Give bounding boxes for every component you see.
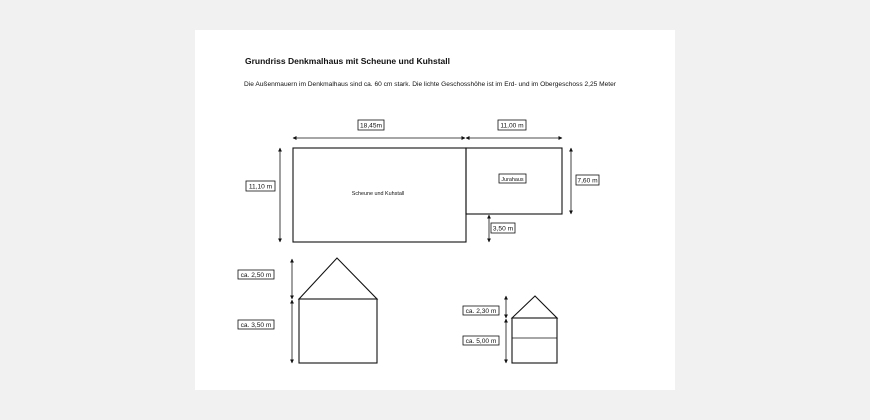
dim-house-width: 11,00 m	[500, 122, 524, 130]
large-wall-outline	[299, 299, 377, 363]
dim-offset: 3,50 m	[492, 225, 514, 233]
dim-house-depth: 7,60 m	[577, 177, 598, 185]
dim-large-wall: ca. 3,50 m	[240, 322, 272, 329]
house-label: Jurahaus	[501, 176, 524, 183]
dim-large-roof: ca. 2,50 m	[240, 272, 272, 279]
floorplan	[246, 120, 599, 242]
document-title: Grundriss Denkmalhaus mit Scheune und Kuhstall	[245, 56, 450, 66]
small-wall-outline	[512, 318, 557, 363]
elevation-small	[463, 296, 557, 363]
document-description: Die Außenmauern im Denkmalhaus sind ca. 60 cm stark. Die lichte Geschosshöhe ist im Erd- und im Obergeschoss 2,25 Meter	[244, 81, 616, 88]
large-roof-outline	[299, 258, 377, 299]
dim-barn-depth: 11,10 m	[248, 183, 273, 191]
dim-barn-width: 18,45m	[360, 122, 382, 130]
small-roof-outline	[512, 296, 557, 318]
dim-small-roof: ca. 2,30 m	[465, 308, 497, 315]
dim-small-wall: ca. 5,00 m	[465, 338, 497, 345]
barn-label: Scheune und Kuhstall	[351, 191, 405, 197]
elevation-large	[238, 258, 377, 363]
